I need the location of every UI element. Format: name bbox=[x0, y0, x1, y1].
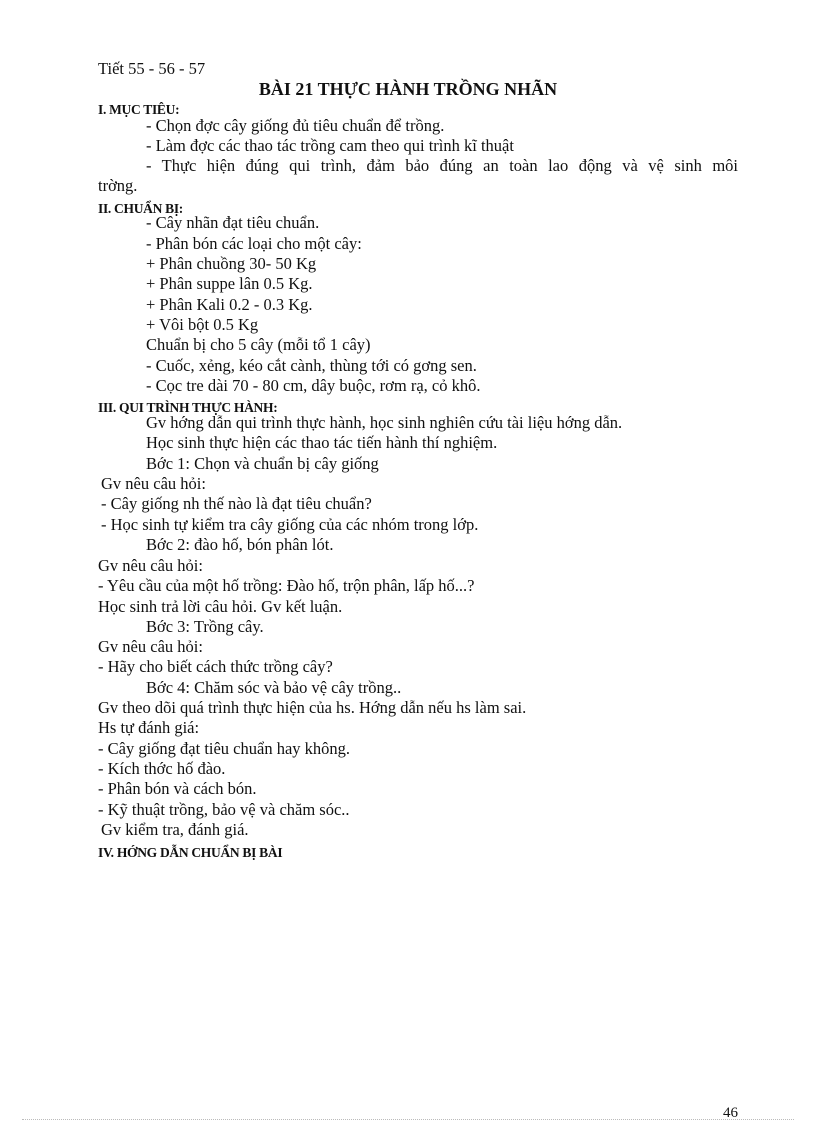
objective-item-continuation: trờng. bbox=[98, 176, 138, 195]
procedure-line: - Yêu cầu của một hố trồng: Đào hố, trộn phân, lấp hố...? bbox=[98, 576, 475, 595]
procedure-line: - Học sinh tự kiểm tra cây giống của các nhóm trong lớp. bbox=[101, 515, 479, 534]
preparation-item: Chuẩn bị cho 5 cây (mỗi tổ 1 cây) bbox=[146, 335, 371, 354]
objective-item: - Làm đợc các thao tác trồng cam theo qui trình kĩ thuật bbox=[146, 136, 514, 155]
procedure-line: Gv kiểm tra, đánh giá. bbox=[101, 820, 249, 839]
preparation-item: - Cọc tre dài 70 - 80 cm, dây buộc, rơm rạ, cỏ khô. bbox=[146, 376, 481, 395]
procedure-line: Gv theo dõi quá trình thực hiện của hs. Hớng dẫn nếu hs làm sai. bbox=[98, 698, 527, 717]
section-heading-preparation: II. CHUẨN BỊ: bbox=[98, 201, 183, 216]
preparation-item: + Phân Kali 0.2 - 0.3 Kg. bbox=[146, 295, 313, 314]
preparation-item: + Phân chuồng 30- 50 Kg bbox=[146, 254, 317, 273]
objective-item: - Chọn đợc cây giống đủ tiêu chuẩn để trồng. bbox=[146, 116, 445, 135]
procedure-line: Bớc 1: Chọn và chuẩn bị cây giống bbox=[146, 454, 379, 473]
procedure-line: Bớc 4: Chăm sóc và bảo vệ cây trồng.. bbox=[146, 678, 402, 697]
preparation-item: + Phân suppe lân 0.5 Kg. bbox=[146, 274, 313, 293]
preparation-item: - Phân bón các loại cho một cây: bbox=[146, 234, 362, 253]
procedure-line: Gv hớng dẫn qui trình thực hành, học sinh nghiên cứu tài liệu hớng dẫn. bbox=[146, 413, 623, 432]
preparation-item: - Cây nhãn đạt tiêu chuẩn. bbox=[146, 213, 320, 232]
footer-divider bbox=[22, 1119, 794, 1120]
preparation-item: + Vôi bột 0.5 Kg bbox=[146, 315, 259, 334]
page-title: BÀI 21 THỰC HÀNH TRỒNG NHÃN bbox=[258, 79, 558, 99]
section-heading-guidance: IV. HỚNG DẪN CHUẨN BỊ BÀI bbox=[98, 845, 283, 860]
procedure-line: Gv nêu câu hỏi: bbox=[98, 637, 203, 656]
lesson-period: Tiết 55 - 56 - 57 bbox=[98, 59, 206, 78]
procedure-line: Gv nêu câu hỏi: bbox=[101, 474, 206, 493]
page-number: 46 bbox=[723, 1105, 738, 1121]
procedure-line: - Phân bón và cách bón. bbox=[98, 779, 257, 798]
objective-item: - Thực hiện đúng qui trình, đảm bảo đúng an toàn lao động và vệ sinh môi bbox=[146, 156, 738, 175]
procedure-line: - Cây giống nh thế nào là đạt tiêu chuẩn? bbox=[101, 494, 372, 513]
procedure-line: - Hãy cho biết cách thức trồng cây? bbox=[98, 657, 333, 676]
preparation-item: - Cuốc, xẻng, kéo cắt cành, thùng tới có gơng sen. bbox=[146, 356, 477, 375]
procedure-line: Bớc 3: Trồng cây. bbox=[146, 617, 264, 636]
procedure-line: Học sinh thực hiện các thao tác tiến hành thí nghiệm. bbox=[146, 433, 498, 452]
procedure-line: - Kỹ thuật trồng, bảo vệ và chăm sóc.. bbox=[98, 800, 350, 819]
section-heading-procedure: III. QUI TRÌNH THỰC HÀNH: bbox=[98, 400, 278, 415]
procedure-line: Gv nêu câu hỏi: bbox=[98, 556, 203, 575]
procedure-line: - Cây giống đạt tiêu chuẩn hay không. bbox=[98, 739, 351, 758]
procedure-line: Hs tự đánh giá: bbox=[98, 718, 200, 737]
procedure-line: Bớc 2: đào hố, bón phân lót. bbox=[146, 535, 334, 554]
section-heading-objectives: I. MỤC TIÊU: bbox=[98, 102, 180, 117]
procedure-line: - Kích thớc hố đào. bbox=[98, 759, 226, 778]
procedure-line: Học sinh trả lời câu hỏi. Gv kết luận. bbox=[98, 597, 343, 616]
